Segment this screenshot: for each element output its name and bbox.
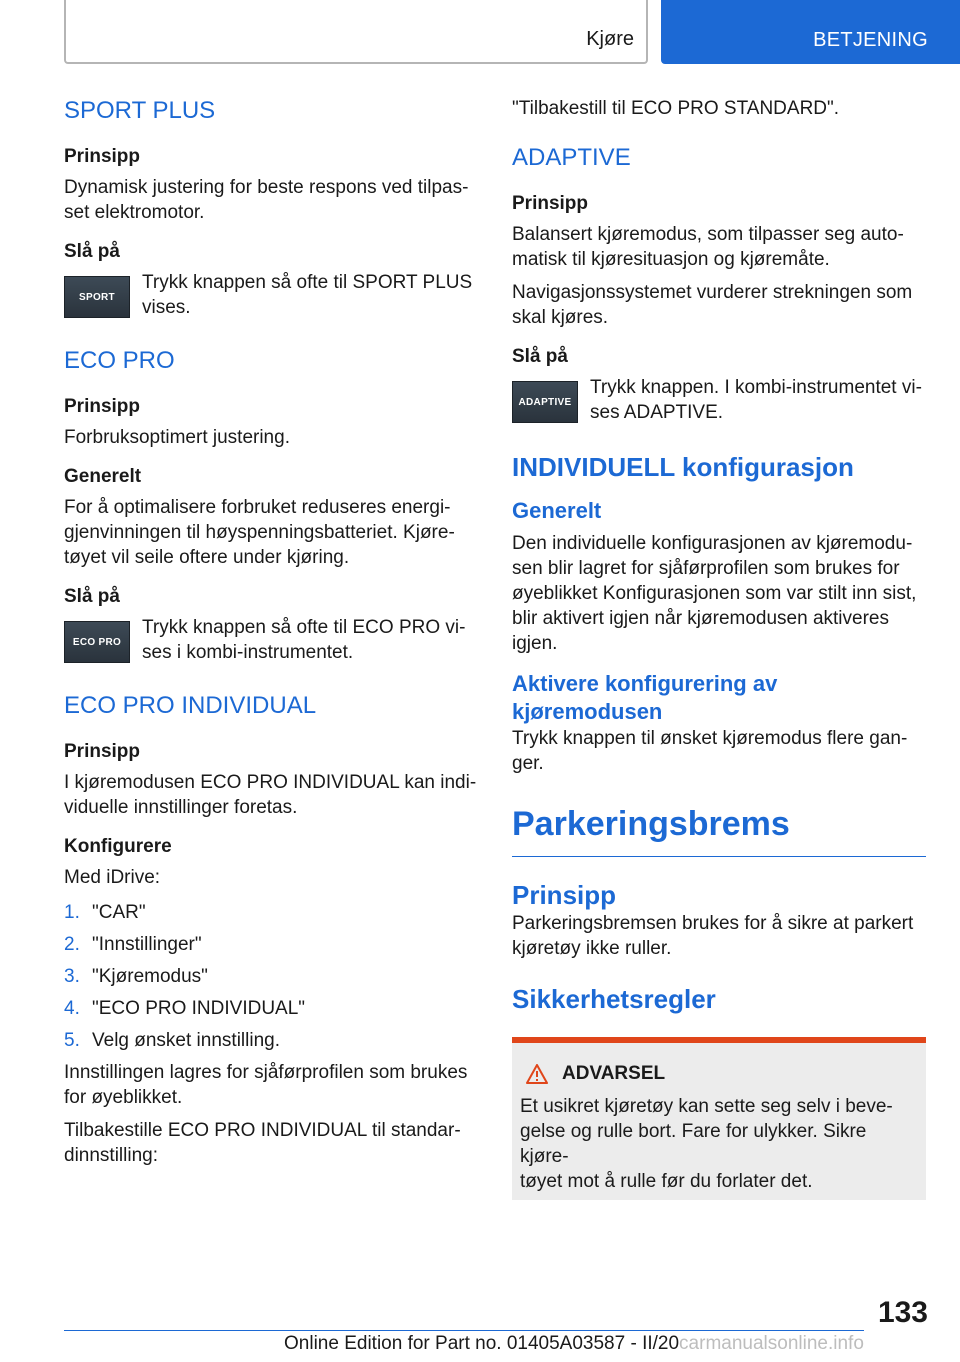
step-number: 2. [64, 934, 80, 955]
page-number: 133 [877, 1296, 928, 1329]
step-number: 5. [64, 1030, 80, 1051]
header-section-label: Kjøre [586, 28, 634, 50]
warning-line2: gelse og rulle bort. Fare for ulykker. Sikre kjøre- [520, 1121, 867, 1167]
list-item [64, 932, 478, 964]
eco-pro-on-line2: ses i kombi-instrumentet. [142, 642, 354, 663]
adaptive-heading: ADAPTIVE [512, 144, 631, 171]
edition-text: Online Edition for Part no. 01405A03587 - II/20 [284, 1333, 680, 1354]
warning-box [512, 1037, 926, 1200]
eco-pro-heading: ECO PRO [64, 347, 175, 374]
reset-line2: dinnstilling: [64, 1145, 158, 1166]
activate-heading-line1: Aktivere konfigurering av [512, 671, 778, 696]
activate-line2: ger. [512, 753, 544, 774]
parking-principle-line2: kjøretøy ikke ruller. [512, 938, 672, 959]
eco-pro-individual-principle-line1: I kjøremodusen ECO PRO INDIVIDUAL kan indi- [64, 772, 477, 793]
individual-general-line1: Den individuelle konfigurasjonen av kjøremodu- [512, 533, 913, 554]
eco-pro-principle-text: Forbruksoptimert justering. [64, 427, 290, 448]
eco-pro-general-heading: Generelt [64, 466, 142, 487]
eco-pro-individual-principle-line2: viduelle innstillinger foretas. [64, 797, 298, 818]
step-number: 1. [64, 902, 80, 923]
adaptive-on-line1: Trykk knappen. I kombi-instrumentet vi- [590, 377, 922, 398]
sport-button-image: SPORT [64, 276, 130, 318]
list-item [64, 900, 478, 932]
footer-divider [64, 1330, 864, 1331]
parking-principle-line1: Parkeringsbremsen brukes for å sikre at parkert [512, 913, 914, 934]
watermark-text: carmanualsonline.info [679, 1333, 864, 1354]
adaptive-on-line2: ses ADAPTIVE. [590, 402, 724, 423]
adaptive-principle-line1: Balansert kjøremodus, som tilpasser seg auto- [512, 224, 904, 245]
eco-pro-general-line1: For å optimalisere forbruket reduseres energi- [64, 497, 451, 518]
header-chapter-label: BETJENING [813, 29, 928, 51]
activate-line1: Trykk knappen til ønsket kjøremodus flere gan- [512, 728, 908, 749]
saved-line1: Innstillingen lagres for sjåførprofilen som brukes [64, 1062, 468, 1083]
left-column [64, 96, 478, 1168]
footer-text [284, 1333, 864, 1355]
step-text: "Innstillinger" [92, 934, 202, 955]
eco-pro-principle-heading: Prinsipp [64, 396, 141, 417]
header-section-tab [64, 0, 648, 64]
idrive-intro: Med iDrive: [64, 867, 161, 888]
sport-plus-principle-line1: Dynamisk justering for beste respons ved tilpas- [64, 177, 469, 198]
sport-plus-heading: SPORT PLUS [64, 97, 216, 124]
eco-pro-individual-heading: ECO PRO INDIVIDUAL [64, 692, 317, 719]
activate-heading-line2: kjøremodusen [512, 699, 663, 724]
adaptive-on-heading: Slå på [512, 346, 568, 367]
eco-pro-general-line2: gjenvinningen til høyspenningsbatteriet. Kjøre- [64, 522, 455, 543]
list-item [64, 964, 478, 996]
eco-pro-individual-principle-heading: Prinsipp [64, 741, 141, 762]
step-text: "Kjøremodus" [92, 966, 208, 987]
configure-steps-list [64, 900, 478, 1060]
reset-value: "Tilbakestill til ECO PRO STANDARD". [512, 98, 840, 119]
eco-pro-instruction [64, 615, 478, 665]
adaptive-instruction [512, 375, 926, 425]
warning-line3: tøyet mot å rulle før du forlater det. [520, 1171, 813, 1192]
adaptive-nav-line1: Navigasjonssystemet vurderer strekningen som [512, 282, 913, 303]
sport-plus-on-line1: Trykk knappen så ofte til SPORT PLUS [142, 272, 473, 293]
individual-general-heading: Generelt [512, 498, 602, 523]
warning-line1: Et usikret kjøretøy kan sette seg selv i beve- [520, 1096, 893, 1117]
eco-pro-on-line1: Trykk knappen så ofte til ECO PRO vi- [142, 617, 466, 638]
parking-principle-heading: Prinsipp [512, 880, 617, 910]
individual-general-line3: øyeblikket Konfigurasjonen som var stilt inn sist, [512, 583, 917, 604]
list-item [64, 996, 478, 1028]
warning-triangle-icon [526, 1064, 548, 1084]
right-column [512, 96, 926, 1200]
eco-pro-button-image: ECO PRO [64, 621, 130, 663]
warning-title-row [520, 1061, 918, 1086]
eco-pro-on-heading: Slå på [64, 586, 120, 607]
individual-general-line4: blir aktivert igjen når kjøremodusen aktiveres [512, 608, 889, 629]
chapter-heading: Parkeringsbrems [512, 802, 926, 857]
safety-heading: Sikkerhetsregler [512, 984, 716, 1014]
step-text: "CAR" [92, 902, 146, 923]
saved-line2: for øyeblikket. [64, 1087, 183, 1108]
eco-pro-general-line3: tøyet vil seile oftere under kjøring. [64, 547, 350, 568]
sport-plus-principle-line2: set elektromotor. [64, 202, 205, 223]
step-number: 3. [64, 966, 80, 987]
sport-plus-on-heading: Slå på [64, 241, 120, 262]
individual-general-line5: igjen. [512, 633, 558, 654]
sport-plus-instruction [64, 270, 478, 320]
adaptive-principle-line2: matisk til kjøresituasjon og kjøremåte. [512, 249, 830, 270]
sport-plus-principle-heading: Prinsipp [64, 146, 141, 167]
step-text: "ECO PRO INDIVIDUAL" [92, 998, 306, 1019]
warning-title: ADVARSEL [562, 1063, 666, 1084]
individual-config-heading: INDIVIDUELL konfigurasjon [512, 452, 854, 482]
step-text: Velg ønsket innstilling. [92, 1030, 280, 1051]
adaptive-principle-heading: Prinsipp [512, 193, 589, 214]
adaptive-button-image: ADAPTIVE [512, 381, 578, 423]
step-number: 4. [64, 998, 80, 1019]
individual-general-line2: sen blir lagret for sjåførprofilen som brukes for [512, 558, 900, 579]
configure-heading: Konfigurere [64, 836, 172, 857]
header-chapter-tab [661, 0, 960, 64]
reset-line1: Tilbakestille ECO PRO INDIVIDUAL til standar- [64, 1120, 461, 1141]
list-item [64, 1028, 478, 1060]
sport-plus-on-line2: vises. [142, 297, 191, 318]
adaptive-nav-line2: skal kjøres. [512, 307, 609, 328]
